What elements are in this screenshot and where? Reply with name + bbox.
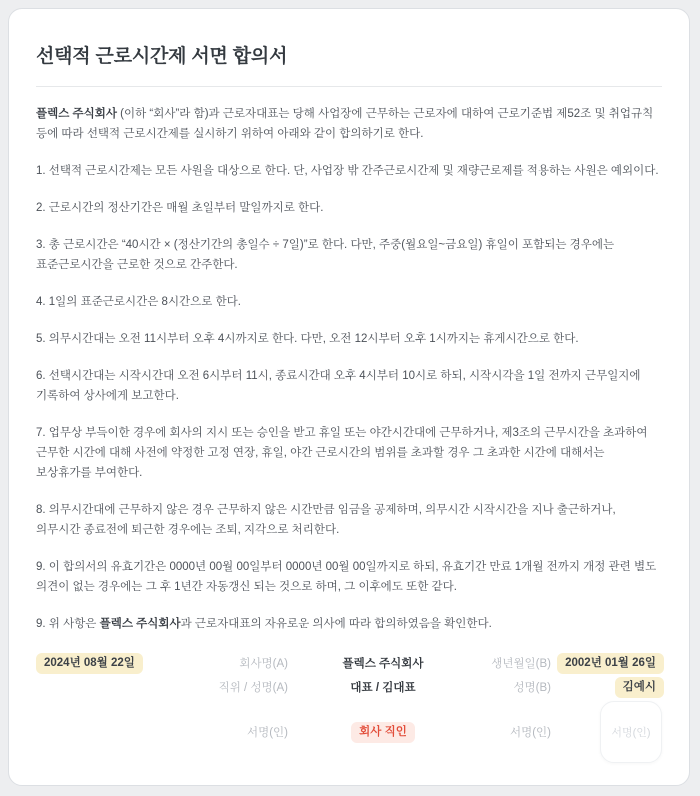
clause-7: 7. 업무상 부득이한 경우에 회사의 지시 또는 승인을 받고 휴일 또는 야간시간대에 근무하거나, 제3조의 근무시간을 초과하여 근무한 시간에 대해 사전에 약정한 고정 연장, 휴일, 야간 근로시간의 범위를 초과할 경우 그 초과한 시간에 대해서는 보상휴가를 부여한다. [36, 427, 648, 479]
confirmation-prefix: 9. 위 사항은 [36, 618, 100, 630]
page-title: 선택적 근로시간제 서면 합의서 [36, 46, 288, 67]
confirmation-company-name: 플렉스 주식회사 [99, 618, 181, 630]
signature-section [36, 651, 662, 765]
clause-2: 2. 근로시간의 정산기간은 매월 초일부터 말일까지로 한다. [36, 202, 324, 214]
clause-3: 3. 총 근로시간은 “40시간 × (정산기간의 총일수 ÷ 7일)”로 한다. 다만, 주중(월요일~금요일) 휴일이 포함되는 경우에는 표준근로시간을 근로한 것으로 간주한다. [36, 239, 615, 271]
intro-paragraph [36, 104, 662, 144]
company-sign-label: 서명(인) [247, 727, 288, 739]
clause-9-validity: 9. 이 합의서의 유효기간은 0000년 00월 00일부터 0000년 00월 00일까지로 하되, 유효기간 만료 1개월 전까지 개정 관련 별도 의견이 없는 경우에는 그 후 1년간 자동갱신 되는 것으로 하며, 그 이후에도 또한 같다. [36, 561, 657, 593]
clause-1: 1. 선택적 근로시간제는 모든 사원을 대상으로 한다. 단, 사업장 밖 간주근로시간제 및 재량근로제를 적용하는 사원은 예외이다. [36, 165, 659, 177]
intro-text: (이하 “회사”라 함)과 근로자대표는 당해 사업장에 근무하는 근로자에 대하여 근로기준법 제52조 및 취업규칙 등에 따라 선택적 근로시간제를 실시하기 위하여 아래와 같이 합의하기로 한다. [36, 108, 654, 140]
intro-company-name: 플렉스 주식회사 [36, 108, 117, 120]
clause-8: 8. 의무시간대에 근무하지 않은 경우 근무하지 않은 시간만큼 임금을 공제하며, 의무시간 시작시간을 지나 출근하거나, 의무시간 종료전에 퇴근한 경우에는 조퇴, 지각으로 처리한다. [36, 504, 616, 536]
company-stamp-cell [351, 722, 415, 743]
employee-signature-cell [600, 701, 664, 763]
position-name-label: 직위 / 성명(A) [218, 682, 288, 694]
birth-date-label: 생년월일(B) [491, 658, 551, 670]
birth-date-badge: 2002년 01월 26일 [557, 653, 664, 674]
clause-6: 6. 선택시간대는 시작시간대 오전 6시부터 11시, 종료시간대 오후 4시부터 10시로 하되, 시작시각을 1일 전까지 근무일지에 기록하여 상사에게 보고한다. [36, 370, 641, 402]
clause-confirmation [36, 614, 662, 634]
employee-signature-box[interactable] [600, 701, 662, 763]
agreement-card [8, 8, 690, 786]
company-name-label: 회사명(A) [239, 658, 288, 670]
clause-5: 5. 의무시간대는 오전 11시부터 오후 4시까지로 한다. 다만, 오전 12시부터 오후 1시까지는 휴게시간으로 한다. [36, 333, 579, 345]
agreement-date-badge: 2024년 08월 22일 [36, 653, 143, 674]
employee-name-label: 성명(B) [513, 682, 551, 694]
clause-4: 4. 1일의 표준근로시간은 8시간으로 한다. [36, 296, 241, 308]
employee-name-badge: 김예시 [615, 677, 664, 698]
agreement-date-cell [36, 653, 143, 674]
employee-sign-label: 서명(인) [510, 727, 551, 739]
title-divider [36, 86, 662, 87]
signature-placeholder: 서명(인) [611, 727, 651, 739]
birth-date-cell [557, 653, 664, 674]
position-name-value: 대표 / 김대표 [350, 682, 416, 694]
employee-name-cell [615, 677, 664, 698]
confirmation-suffix: 과 근로자대표의 자유로운 의사에 따라 합의하였음을 확인한다. [180, 618, 492, 630]
company-name-value: 플렉스 주식회사 [342, 658, 424, 670]
company-stamp-badge: 회사 직인 [351, 722, 415, 743]
